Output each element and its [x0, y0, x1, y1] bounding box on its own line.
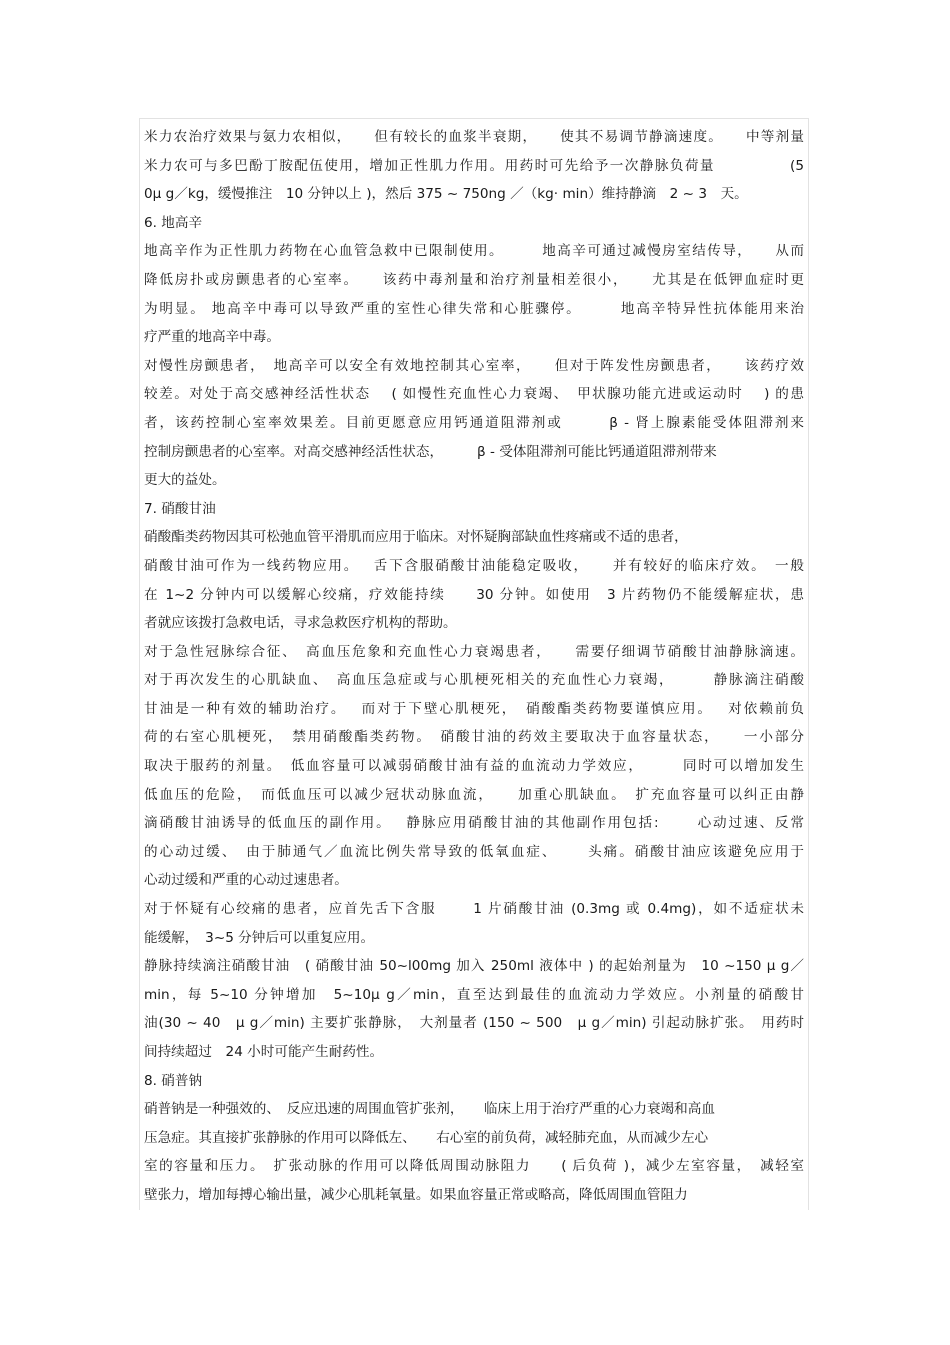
- page-border-right: [808, 118, 809, 1210]
- section-heading: 7. 硝酸甘油: [144, 500, 216, 517]
- text-line: 为明显。 地高辛中毒可以导致严重的室性心律失常和心脏骤停。 地高辛特异性抗体能用来治: [144, 300, 804, 317]
- text-line: min，每 5~10 分钟增加 5~10μ g／min，直至达到最佳的血流动力学效应。小剂量的硝酸甘: [144, 986, 804, 1003]
- text-line: 对于怀疑有心绞痛的患者，应首先舌下含服 1 片硝酸甘油 (0.3mg 或 0.4mg)，如不适症状未: [144, 901, 804, 918]
- page-border-top: [139, 118, 809, 119]
- text-line: 者，该药控制心室率效果差。目前更愿意应用钙通道阻滞剂或 β - 肾上腺素能受体阻滞剂来: [144, 414, 804, 431]
- text-line: 心动过缓和严重的心动过速患者。: [144, 872, 348, 889]
- text-line: 压急症。其直接扩张静脉的作用可以降低左、 右心室的前负荷，减轻肺充血，从而减少左心: [144, 1129, 709, 1146]
- text-line: 地高辛作为正性肌力药物在心血管急救中已限制使用。 地高辛可通过减慢房室结传导， 从而: [144, 243, 804, 260]
- section-heading: 8. 硝普钠: [144, 1072, 203, 1089]
- text-line: 对于急性冠脉综合征、 高血压危象和充血性心力衰竭患者， 需要仔细调节硝酸甘油静脉滴速。: [144, 643, 804, 660]
- text-line: 低血压的危险， 而低血压可以减少冠状动脉血流， 加重心肌缺血。 扩充血容量可以纠正由静: [144, 786, 804, 803]
- text-line: 控制房颤患者的心室率。对高交感神经活性状态， β - 受体阻滞剂可能比钙通道阻滞剂带来: [144, 443, 717, 460]
- document-body: [144, 123, 804, 1211]
- text-line: 荷的右室心肌梗死， 禁用硝酸酯类药物。 硝酸甘油的药效主要取决于血容量状态， 一小部分: [144, 729, 804, 746]
- text-line: 室的容量和压力。 扩张动脉的作用可以降低周围动脉阻力 ( 后负荷 )，减少左室容量， 减轻室: [144, 1158, 804, 1175]
- text-line: 油(30 ~ 40 μ g／min) 主要扩张静脉， 大剂量者 (150 ~ 500 μ g／min) 引起动脉扩张。 用药时: [144, 1015, 804, 1032]
- text-line: 米力农可与多巴酚丁胺配伍使用，增加正性肌力作用。用药时可先给予一次静脉负荷量 (5: [144, 157, 804, 174]
- text-line: 取决于服药的剂量。 低血容量可以减弱硝酸甘油有益的血流动力学效应， 同时可以增加发生: [144, 758, 804, 775]
- text-line: 0μ g／kg，缓慢推注 10 分钟以上 )，然后 375 ~ 750ng ／（kg· min）维持静滴 2 ~ 3 天。: [144, 186, 748, 203]
- text-line: 较差。对处于高交感神经活性状态 ( 如慢性充血性心力衰竭、 甲状腺功能亢进或运动时 ) 的患: [144, 386, 804, 403]
- text-line: 硝普钠是一种强效的、 反应迅速的周围血管扩张剂， 临床上用于治疗严重的心力衰竭和高血: [144, 1101, 715, 1118]
- text-line: 能缓解， 3~5 分钟后可以重复应用。: [144, 929, 375, 946]
- text-line: 静脉持续滴注硝酸甘油 ( 硝酸甘油 50~l00mg 加入 250ml 液体中 ) 的起始剂量为 10 ~150 μ g／: [144, 958, 804, 975]
- text-line: 疗严重的地高辛中毒。: [144, 329, 280, 346]
- text-line: 更大的益处。: [144, 472, 226, 489]
- text-line: 间持续超过 24 小时可能产生耐药性。: [144, 1044, 384, 1060]
- text-line: 者就应该拨打急救电话，寻求急救医疗机构的帮助。: [144, 615, 457, 632]
- text-line: 在 1~2 分钟内可以缓解心绞痛，疗效能持续 30 分钟。如使用 3 片药物仍不能缓解症状，患: [144, 586, 804, 603]
- text-line: 对慢性房颤患者， 地高辛可以安全有效地控制其心室率， 但对于阵发性房颤患者， 该药疗效: [144, 357, 804, 374]
- text-line: 硝酸酯类药物因其可松弛血管平滑肌而应用于临床。对怀疑胸部缺血性疼痛或不适的患者，: [144, 529, 688, 546]
- text-line: 的心动过缓、 由于肺通气／血流比例失常导致的低氧血症、 头痛。硝酸甘油应该避免应用于: [144, 843, 804, 860]
- page-border-left: [139, 118, 140, 1210]
- text-line: 降低房扑或房颤患者的心室率。 该药中毒剂量和治疗剂量相差很小， 尤其是在低钾血症时更: [144, 271, 804, 288]
- text-line: 对于再次发生的心肌缺血、 高血压急症或与心肌梗死相关的充血性心力衰竭， 静脉滴注硝酸: [144, 672, 804, 689]
- section-heading: 6. 地高辛: [144, 214, 203, 231]
- text-line: 硝酸甘油可作为一线药物应用。 舌下含服硝酸甘油能稳定吸收， 并有较好的临床疗效。 一般: [144, 557, 804, 574]
- text-line: 滴硝酸甘油诱导的低血压的副作用。 静脉应用硝酸甘油的其他副作用包括: 心动过速、反常: [144, 815, 804, 832]
- text-line: 甘油是一种有效的辅助治疗。 而对于下壁心肌梗死， 硝酸酯类药物要谨慎应用。 对依赖前负: [144, 700, 804, 717]
- text-line: 壁张力，增加每搏心输出量，减少心肌耗氧量。如果血容量正常或略高，降低周围血管阻力: [144, 1186, 688, 1203]
- text-line: 米力农治疗效果与氨力农相似， 但有较长的血浆半衰期， 使其不易调节静滴速度。 中等剂量: [144, 129, 804, 145]
